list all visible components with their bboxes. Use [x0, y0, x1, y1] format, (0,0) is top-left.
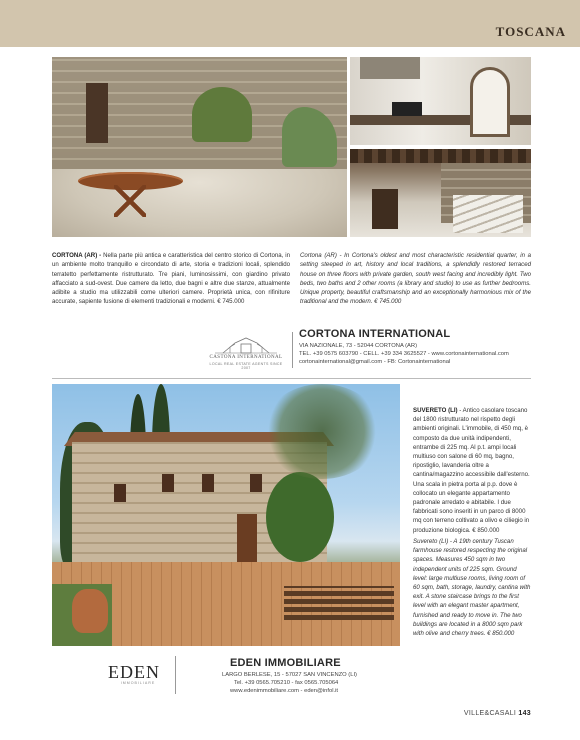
olive-tree-branches: [262, 384, 382, 479]
window: [202, 474, 214, 492]
suvereto-farmhouse-photo: [52, 384, 400, 646]
agency1-phones: TEL. +39 0575 603790 - CELL. +39 334 3625527 - www.cortonainternational.com: [299, 351, 509, 357]
wooden-bench: [284, 586, 394, 620]
agency1-name: CORTONA INTERNATIONAL: [299, 328, 451, 340]
arched-doorway: [470, 67, 510, 137]
cortona-international-logo: [205, 335, 287, 371]
logo-tagline: LOCAL REAL ESTATE AGENTS SINCE 2007: [209, 362, 283, 370]
listing1-text-en: Cortona (AR) - In Cortona's oldest and most characteristic residential quarter, in a setting steeped in art, history and local traditions, a splendidly restored terraced house on three floors with private garden, south west facing and incredibly light. Two beds, two baths and 2 other rooms (a library and studio) to use as further bedrooms. Unique property, beautiful craftsmanship and an exceptionally harmonious mix of the traditional and the modern. € 745.000: [300, 252, 531, 306]
ceiling-beams: [350, 149, 531, 163]
agency1-address: VIA NAZIONALE, 73 - 52044 CORTONA (AR): [299, 343, 418, 349]
listing1-description-it: Nella parte più antica e caratteristica del centro storico di Cortona, in un ambiente molto tranquillo e circondato di arte, storia e tradizioni locali, splendido terratetto perfettamente ristrutturato. Tre piani, luminosissimi, con giardino privato affacciato a sud-ovest. Due camere da letto, due bagni e altre due stanze, attualmente adibite a studio ma utilizzabili come ulteriori camere. Proprietà unica, con rifiniture accurate, sapiente fusione di elementi tradizionali e moderni. € 745.000: [52, 252, 290, 306]
agency2-name: EDEN IMMOBILIARE: [230, 657, 341, 669]
wooden-door: [86, 83, 108, 143]
listing2-text-it: [413, 406, 531, 535]
farmhouse-door: [237, 514, 257, 562]
agency2-phones: Tel. +39 0565.705210 - fax 0565.705064: [234, 680, 339, 686]
listing1-location: CORTONA (AR) -: [52, 252, 102, 259]
interior-door: [372, 189, 398, 229]
fire-bowl-stand: [114, 185, 146, 217]
agency2-web: www.edenimmobiliare.com - eden@infol.it: [230, 688, 339, 694]
section-divider: [52, 378, 531, 379]
window: [114, 484, 126, 502]
listing1-text-it: [52, 251, 290, 307]
eden-logo-text: EDEN: [108, 662, 160, 682]
page-footer: [464, 710, 531, 717]
window: [250, 474, 262, 492]
tree-right: [266, 472, 334, 562]
kitchen-cabinets: [360, 57, 420, 79]
stove: [392, 102, 422, 116]
agency1-divider: [292, 332, 293, 368]
agency1-email: cortonainternational@gmail.com - FB: Cortonainternational: [299, 359, 451, 365]
building-logo-icon: [205, 335, 287, 355]
listing2-text-en: Suvereto (LI) - A 19th century Tuscan farmhouse restored respecting the original spaces. Measures 450 sqm in two independent units of 225 sqm. Ground level: large multiuse rooms, living room of 60 sqm, bath, storage, laundry, cantina with exit. A stone staircase brings to the first level with an elegant master apartment, furnished and ready to move in. The two buildings are located in a 8000 sqm park with olive and cherry trees. € 850.000: [413, 538, 531, 638]
header-bar: [0, 0, 580, 47]
terracotta-pot: [72, 589, 108, 633]
cortona-kitchen-photo: [350, 57, 531, 145]
eden-logo: [108, 662, 168, 685]
eden-logo-sub: IMMOBILIARE: [120, 681, 156, 685]
potted-plants: [192, 87, 252, 142]
magazine-name: VILLE&CASALI: [463, 710, 517, 717]
staircase: [453, 195, 523, 233]
logo-caption: CASTONA INTERNATIONAL: [209, 355, 283, 360]
cortona-terrace-photo: [52, 57, 347, 237]
agency2-divider: [175, 656, 176, 694]
window: [162, 474, 174, 492]
region-title: TOSCANA: [495, 24, 566, 39]
cortona-interior-photo: [350, 149, 531, 237]
agency2-address: LARGO BERLESE, 15 - 57027 SAN VINCENZO (LI): [222, 672, 357, 678]
listing2-location: SUVERETO (LI): [413, 407, 458, 414]
page-number: 143: [518, 710, 531, 717]
listing2-description-it: - Antico casolare toscano del 1800 ristrutturato nel rispetto degli ambienti originali. L'immobile, di 450 mq, è composto da due unità indipendenti, entrambe di 225 mq. Al p.t. ampi locali multiuso con salone di 60 mq, bagno, ripostiglio, lavanderia oltre a cantina/magazzino accessibile dall'esterno. Una scala in pietra porta al p.p. dove è collocato un elegante appartamento padronale arredato e abitabile. I due fabbricati sono inseriti in un parco di 8000 mq con terreno coltivato a olivo e ciliegio in produzione biologica. € 850.000: [413, 407, 530, 534]
